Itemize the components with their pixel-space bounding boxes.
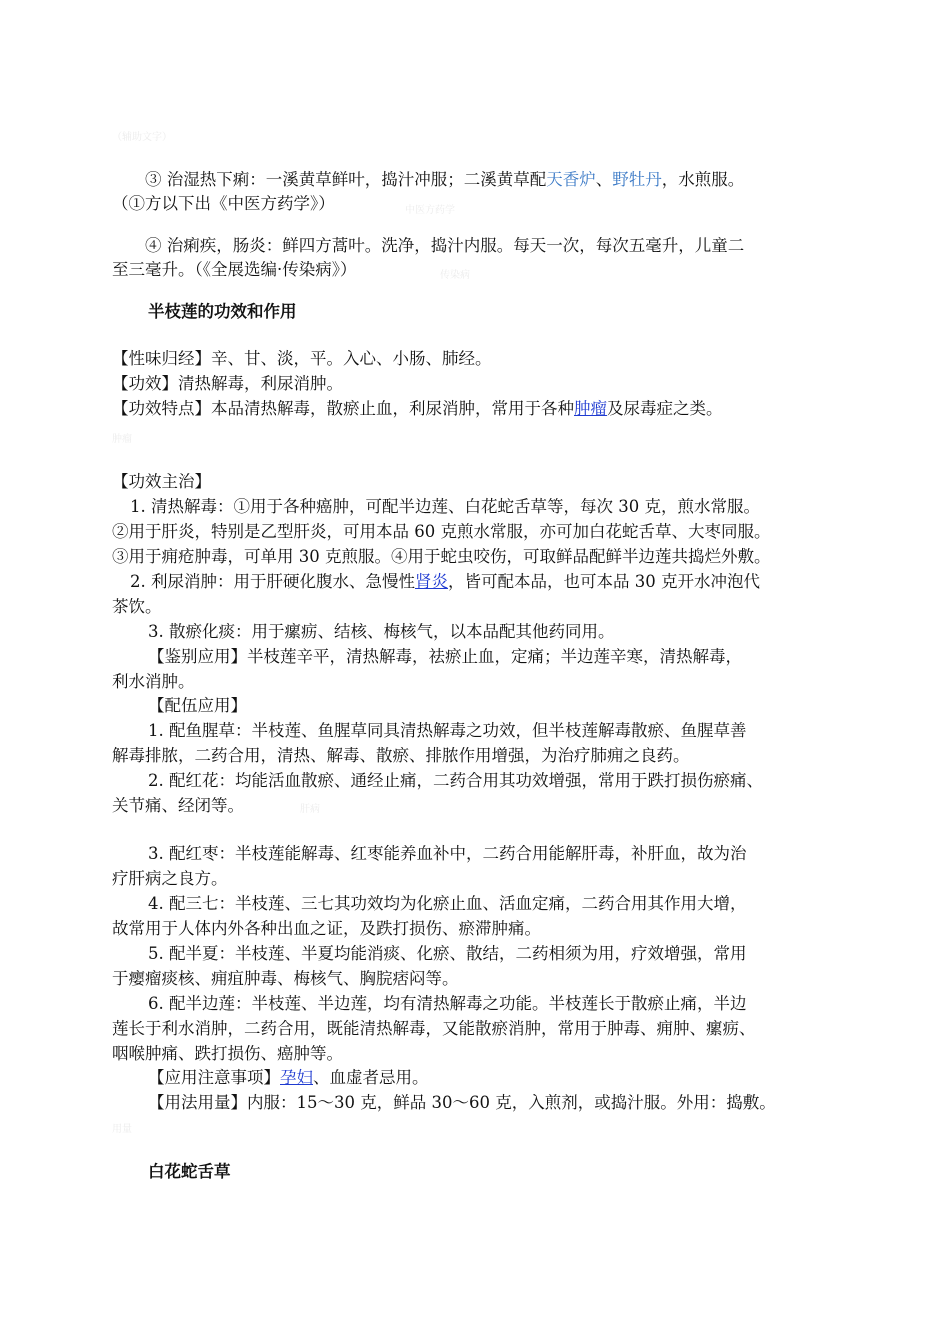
item3-line2: （①方以下出《中医方药学》） (112, 194, 335, 213)
item3-line1 (145, 168, 850, 192)
item3-text-end: ，水煎服。 (661, 170, 745, 189)
item4-line1: ④ 治痢疾，肠炎：鲜四方蒿叶。洗净，捣汁内服。每天一次，每次五毫升，儿童二 (145, 236, 745, 255)
zhuzhi-2-text: 2. 利尿消肿：用于肝硬化腹水、急慢性 (130, 572, 415, 591)
jianbie-line1: 【鉴别应用】半枝莲辛平，清热解毒，祛瘀止血，定痛；半边莲辛寒，清热解毒， (148, 647, 742, 666)
jianbie-line2: 利水消肿。 (112, 672, 195, 691)
faint-text: 中医方药学 (405, 205, 455, 216)
zhuzhi-2-line2: 茶饮。 (112, 597, 162, 616)
peiwu-6-line2: 莲长于利水消肿，二药合用，既能清热解毒，又能散瘀消肿，常用于肿毒、痈肿、瘰疬、 (112, 1019, 756, 1038)
peiwu-6-line3: 咽喉肿痛、跌打损伤、癌肿等。 (112, 1044, 343, 1063)
peiwu-4-line2: 故常用于人体内外各种出血之证，及跌打损伤、瘀滞肿痛。 (112, 919, 541, 938)
yongfa-line: 【用法用量】内服：15～30 克，鲜品 30～60 克，入煎剂，或捣汁服。外用：捣敷。 (148, 1093, 776, 1112)
peiwu-title: 【配伍应用】 (148, 696, 247, 715)
zhuzhi-2-line1 (130, 570, 870, 594)
peiwu-1-line1: 1. 配鱼腥草：半枝莲、鱼腥草同具清热解毒之功效，但半枝莲解毒散瘀、鱼腥草善 (148, 721, 747, 740)
peiwu-5-line1: 5. 配半夏：半枝莲、半夏均能消痰、化瘀、散结，二药相须为用，疗效增强，常用 (148, 944, 747, 963)
peiwu-2-line2: 关节痛、经闭等。 (112, 796, 244, 815)
item3-text: ③ 治湿热下痢：一溪黄草鲜叶，捣汁冲服；二溪黄草配 (145, 170, 547, 189)
tedian-line (112, 397, 852, 421)
herb-yemudan-link[interactable]: 野牡丹 (612, 170, 662, 189)
faint-text: （辅助文字） (112, 132, 172, 143)
faint-text: 用量 (112, 1124, 132, 1135)
peiwu-1-line2: 解毒排脓，二药合用，清热、解毒、散瘀、排脓作用增强，为治疗肺痈之良药。 (112, 746, 690, 765)
peiwu-3-line2: 疗肝病之良方。 (112, 869, 228, 888)
section-heading-baihuasheshecao: 白花蛇舌草 (148, 1162, 231, 1181)
peiwu-4-line1: 4. 配三七：半枝莲、三七其功效均为化瘀止血、活血定痛，二药合用其作用大增， (148, 894, 747, 913)
nephritis-link[interactable]: 肾炎 (415, 572, 448, 591)
tumor-link[interactable]: 肿瘤 (574, 399, 607, 418)
gongxiao-line: 【功效】清热解毒，利尿消肿。 (112, 374, 343, 393)
faint-text: 肿瘤 (112, 434, 132, 445)
zhuyi-text-end: 、血虚者忌用。 (313, 1068, 429, 1087)
section-heading-banzhilian: 半枝莲的功效和作用 (148, 302, 297, 321)
separator: 、 (595, 170, 613, 189)
zhuzhi-1-line1: 1. 清热解毒：①用于各种癌肿，可配半边莲、白花蛇舌草等，每次 30 克，煎水常服。 (130, 497, 760, 516)
xingwei-line: 【性味归经】辛、甘、淡，平。入心、小肠、肺经。 (112, 349, 492, 368)
zhuzhi-3-line: 3. 散瘀化痰：用于瘰疬、结核、梅核气，以本品配其他药同用。 (148, 622, 615, 641)
peiwu-6-line1: 6. 配半边莲：半枝莲、半边莲，均有清热解毒之功能。半枝莲长于散瘀止痛，半边 (148, 994, 747, 1013)
zhuzhi-1-line3: ③用于痈疮肿毒，可单用 30 克煎服。④用于蛇虫咬伤，可取鲜品配鲜半边莲共捣烂外敷。 (112, 547, 771, 566)
zhuzhi-1-line2: ②用于肝炎，特别是乙型肝炎，可用本品 60 克煎水常服，亦可加白花蛇舌草、大枣同服。 (112, 522, 771, 541)
faint-text: 传染病 (440, 270, 470, 281)
zhuyi-line (148, 1066, 888, 1090)
peiwu-2-line1: 2. 配红花：均能活血散瘀、通经止痛，二药合用其功效增强，常用于跌打损伤瘀痛、 (148, 771, 763, 790)
peiwu-5-line2: 于瘿瘤痰核、痈疽肿毒、梅核气、胸脘痞闷等。 (112, 969, 459, 988)
zhuzhi-2-text-end: ，皆可配本品，也可本品 30 克开水冲泡代 (448, 572, 760, 591)
zhuzhi-title: 【功效主治】 (112, 472, 211, 491)
herb-tianxianglu-link[interactable]: 天香炉 (546, 170, 596, 189)
pregnant-link[interactable]: 孕妇 (280, 1068, 313, 1087)
zhuyi-text: 【应用注意事项】 (148, 1068, 280, 1087)
tedian-text-end: 及尿毒症之类。 (607, 399, 723, 418)
item4-line2: 至三毫升。（《全展选编·传染病》） (112, 260, 357, 279)
tedian-text: 【功效特点】本品清热解毒，散瘀止血，利尿消肿，常用于各种 (112, 399, 574, 418)
peiwu-3-line1: 3. 配红枣：半枝莲能解毒、红枣能养血补中，二药合用能解肝毒，补肝血，故为治 (148, 844, 747, 863)
faint-text: 肝病 (300, 804, 320, 815)
